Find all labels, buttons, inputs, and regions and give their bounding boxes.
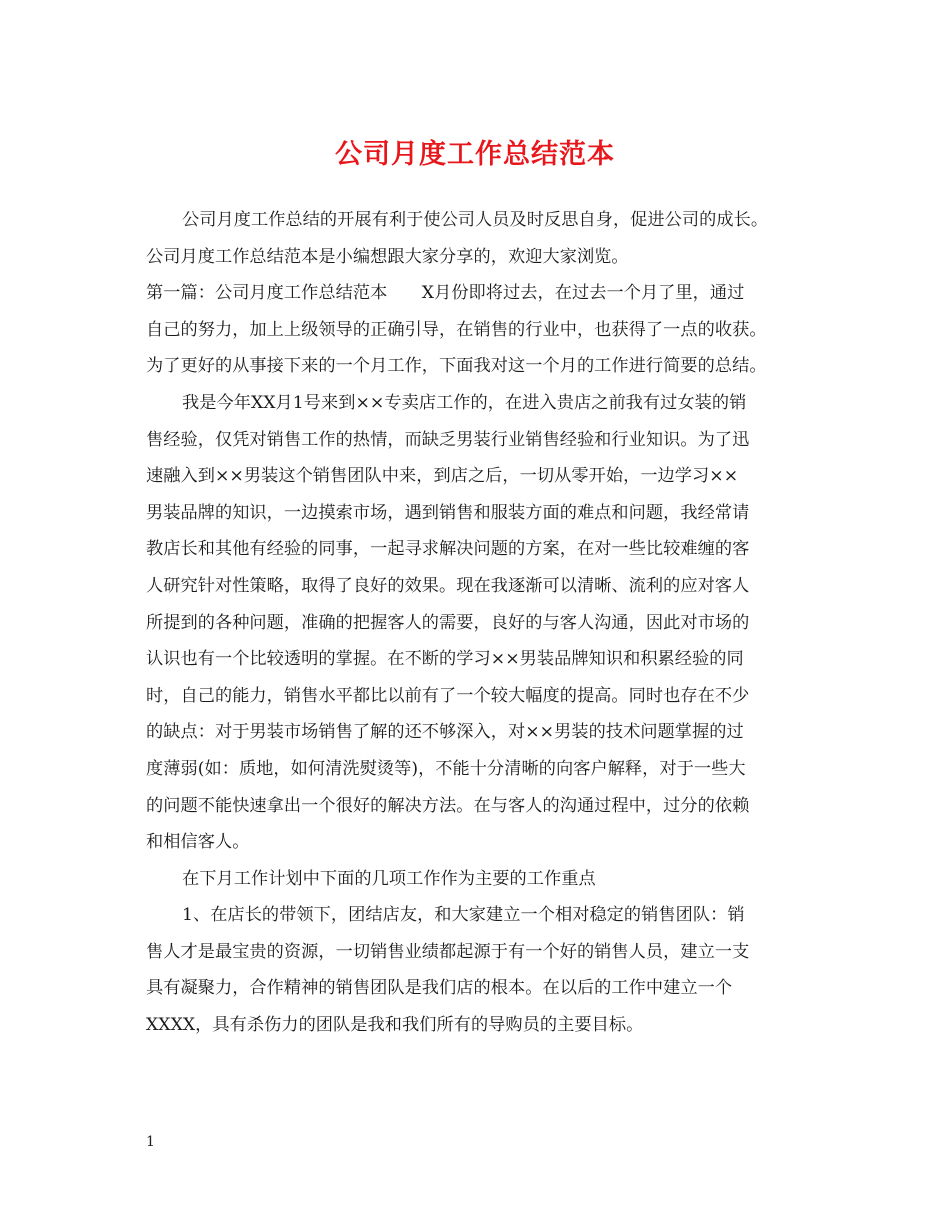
text-line: 时，自己的能力，销售水平都比以前有了一个较大幅度的提高。同时也存在不少 (146, 685, 750, 706)
text-line: 速融入到××男装这个销售团队中来，到店之后，一切从零开始，一边学习×× (146, 466, 739, 487)
text-line: 第一篇：公司月度工作总结范本 X月份即将过去，在过去一个月了里，通过 (146, 283, 745, 304)
text-line: 具有凝聚力，合作精神的销售团队是我们店的根本。在以后的工作中建立一个 (146, 978, 733, 999)
text-line: 我是今年XX月1号来到××专卖店工作的，在进入贵店之前我有过女装的销 (182, 392, 747, 413)
page-number: 1 (146, 1134, 155, 1150)
text-line: 售人才是最宝贵的资源，一切销售业绩都起源于有一个好的销售人员，建立一支 (146, 941, 750, 962)
text-line: 男装品牌的知识，一边摸索市场，遇到销售和服装方面的难点和问题，我经常请 (146, 502, 750, 523)
text-line: 公司月度工作总结的开展有利于使公司人员及时反思自身，促进公司的成长。 (182, 210, 769, 230)
text-line: XXXX，具有杀伤力的团队是我和我们所有的导购员的主要目标。 (146, 1015, 644, 1036)
text-line: 的缺点：对于男装市场销售了解的还不够深入，对××男装的技术问题掌握的过 (146, 722, 744, 743)
text-line: 1、在店长的带领下，团结店友，和大家建立一个相对稳定的销售团队：销 (182, 905, 745, 926)
document-body (146, 202, 814, 1044)
text-line: 的问题不能快速拿出一个很好的解决方法。在与客人的沟通过程中，过分的依赖 (146, 795, 750, 816)
text-line: 售经验，仅凭对销售工作的热情，而缺乏男装行业销售经验和行业知识。为了迅 (146, 429, 750, 450)
text-line: 度薄弱(如：质地，如何清洗熨烫等)，不能十分清晰的向客户解释，对于一些大 (146, 758, 746, 779)
text-line: 人研究针对性策略，取得了良好的效果。现在我逐渐可以清晰、流利的应对客人 (146, 575, 750, 596)
text-line: 自己的努力，加上上级领导的正确引导，在销售的行业中，也获得了一点的收获。 (146, 319, 767, 340)
text-line: 在下月工作计划中下面的几项工作作为主要的工作重点 (182, 868, 596, 889)
text-line: 教店长和其他有经验的同事，一起寻求解决问题的方案，在对一些比较难缠的客 (146, 539, 750, 560)
text-line: 为了更好的从事接下来的一个月工作，下面我对这一个月的工作进行简要的总结。 (146, 356, 767, 377)
text-line: 认识也有一个比较透明的掌握。在不断的学习××男装品牌知识和积累经验的同 (146, 649, 744, 670)
text-line: 公司月度工作总结范本是小编想跟大家分享的，欢迎大家浏览。 (146, 246, 629, 267)
document-title: 公司月度工作总结范本 (335, 139, 615, 170)
text-line: 和相信客人。 (146, 832, 250, 853)
text-line: 所提到的各种问题，准确的把握客人的需要，良好的与客人沟通，因此对市场的 (146, 612, 750, 633)
